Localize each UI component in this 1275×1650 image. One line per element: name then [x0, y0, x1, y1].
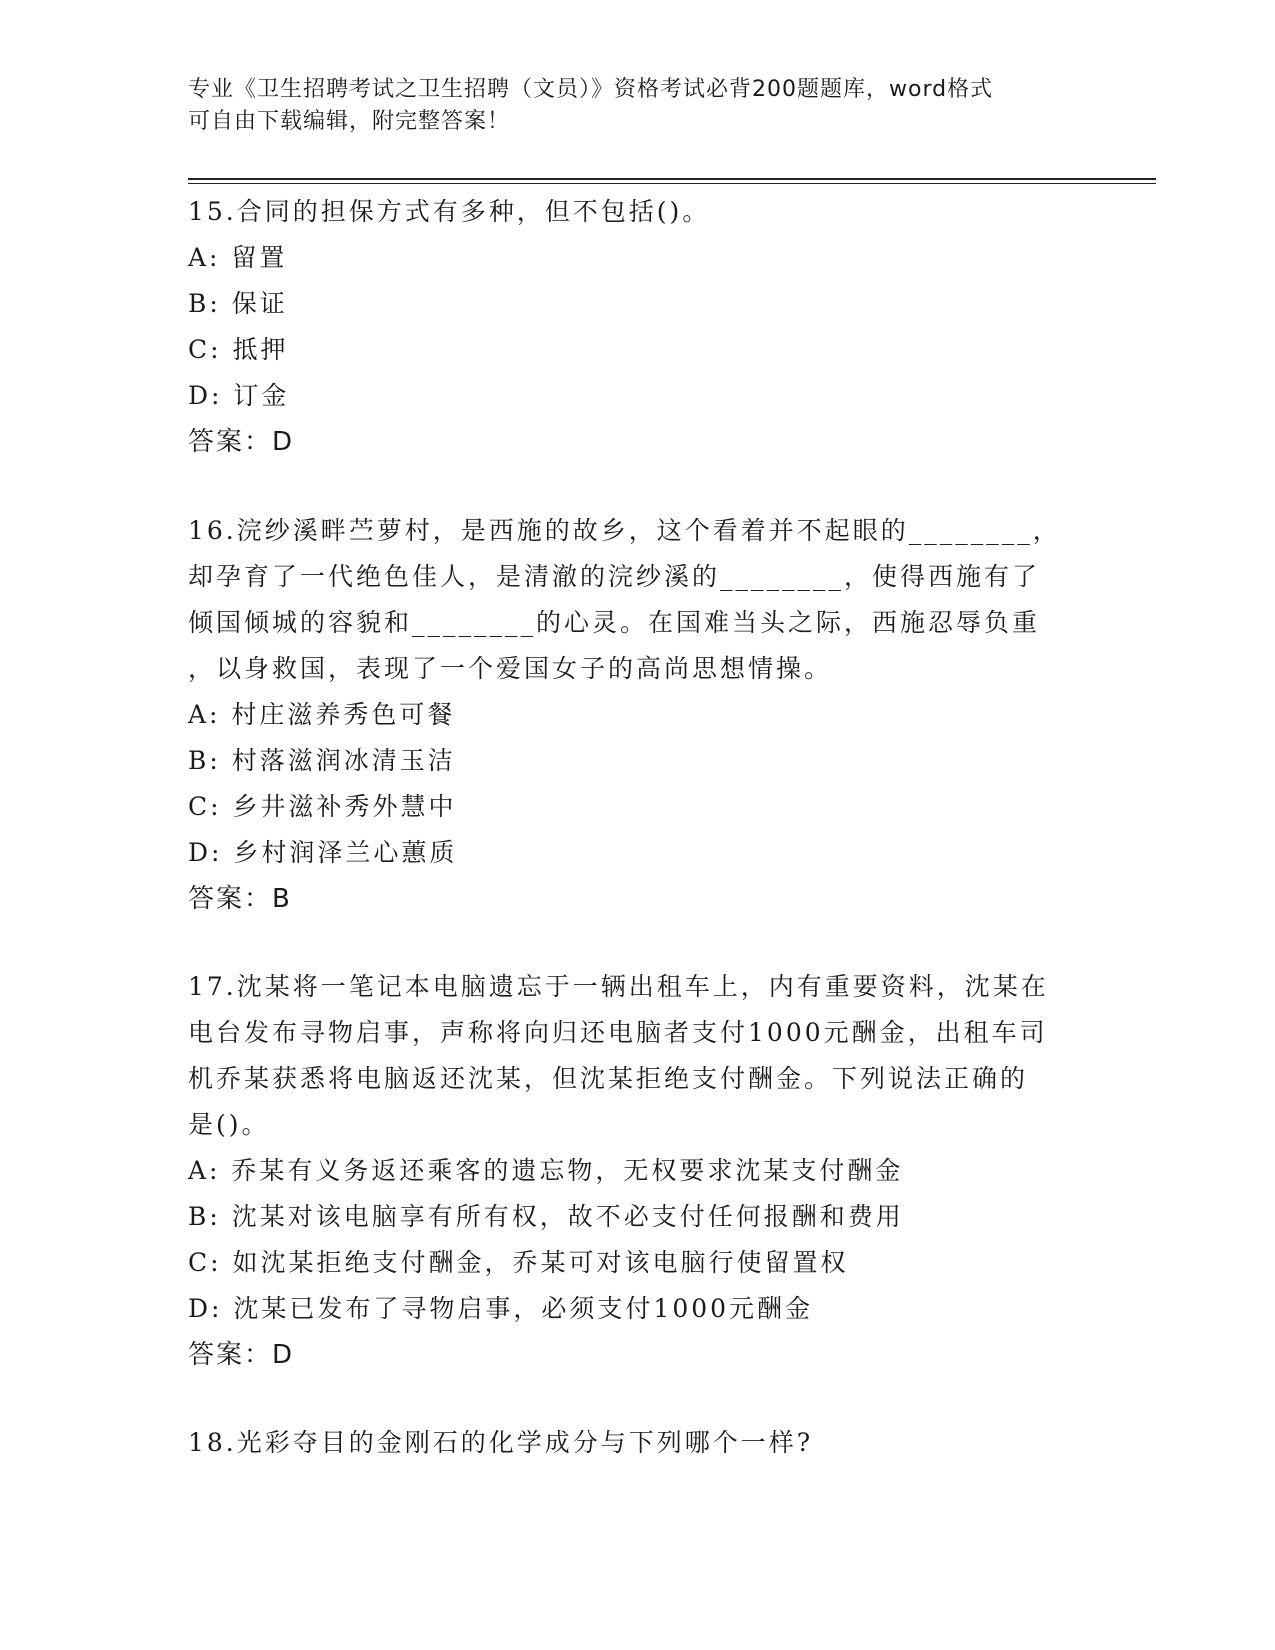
document-header — [188, 74, 1068, 138]
option-c: C: 如沈某拒绝支付酬金，乔某可对该电脑行使留置权 — [188, 1248, 849, 1277]
question-18 — [188, 1420, 1088, 1466]
answer-label: 答案：B — [188, 884, 292, 914]
question-stem: 16.浣纱溪畔苎萝村，是西施的故乡，这个看着并不起眼的________， — [188, 516, 1061, 545]
answer-label: 答案：D — [188, 1340, 295, 1370]
question-stem: 15.合同的担保方式有多种，但不包括()。 — [188, 197, 711, 226]
option-c: C: 抵押 — [188, 335, 289, 364]
question-stem: 却孕育了一代绝色佳人，是清澈的浣纱溪的________，使得西施有了 — [188, 562, 1041, 591]
option-c: C: 乡井滋补秀外慧中 — [188, 792, 457, 821]
option-b: B: 沈某对该电脑享有所有权，故不必支付任何报酬和费用 — [188, 1202, 904, 1231]
question-stem: 电台发布寻物启事，声称将向归还电脑者支付1000元酬金，出租车司 — [188, 1018, 1048, 1047]
option-a: A: 留置 — [188, 243, 288, 272]
question-stem: 机乔某获悉将电脑返还沈某，但沈某拒绝支付酬金。下列说法正确的 — [188, 1064, 1029, 1093]
question-stem: 是()。 — [188, 1110, 270, 1139]
answer-label: 答案：D — [188, 427, 295, 457]
option-d: D: 订金 — [188, 381, 290, 410]
question-stem: ，以身救国，表现了一个爱国女子的高尚思想情操。 — [188, 654, 833, 683]
header-title-line-2: 可自由下载编辑，附完整答案！ — [188, 109, 511, 134]
option-a: A: 村庄滋养秀色可餐 — [188, 700, 456, 729]
header-divider-thick — [188, 178, 1156, 180]
question-17 — [188, 964, 1088, 1378]
header-divider-thin — [188, 183, 1156, 184]
question-16 — [188, 508, 1088, 922]
question-stem: 倾国倾城的容貌和________的心灵。在国难当头之际，西施忍辱负重 — [188, 608, 1041, 637]
question-stem: 18.光彩夺目的金刚石的化学成分与下列哪个一样? — [188, 1428, 814, 1457]
option-d: D: 乡村润泽兰心蕙质 — [188, 838, 458, 867]
header-title-line-1: 专业《卫生招聘考试之卫生招聘（文员）》资格考试必背200题题库，word格式 — [188, 77, 994, 102]
question-15 — [188, 189, 1088, 465]
question-stem: 17.沈某将一笔记本电脑遗忘于一辆出租车上，内有重要资料，沈某在 — [188, 972, 1049, 1001]
option-a: A: 乔某有义务返还乘客的遗忘物，无权要求沈某支付酬金 — [188, 1156, 904, 1185]
option-b: B: 保证 — [188, 289, 288, 318]
option-b: B: 村落滋润冰清玉洁 — [188, 746, 456, 775]
option-d: D: 沈某已发布了寻物启事，必须支付1000元酬金 — [188, 1294, 814, 1323]
